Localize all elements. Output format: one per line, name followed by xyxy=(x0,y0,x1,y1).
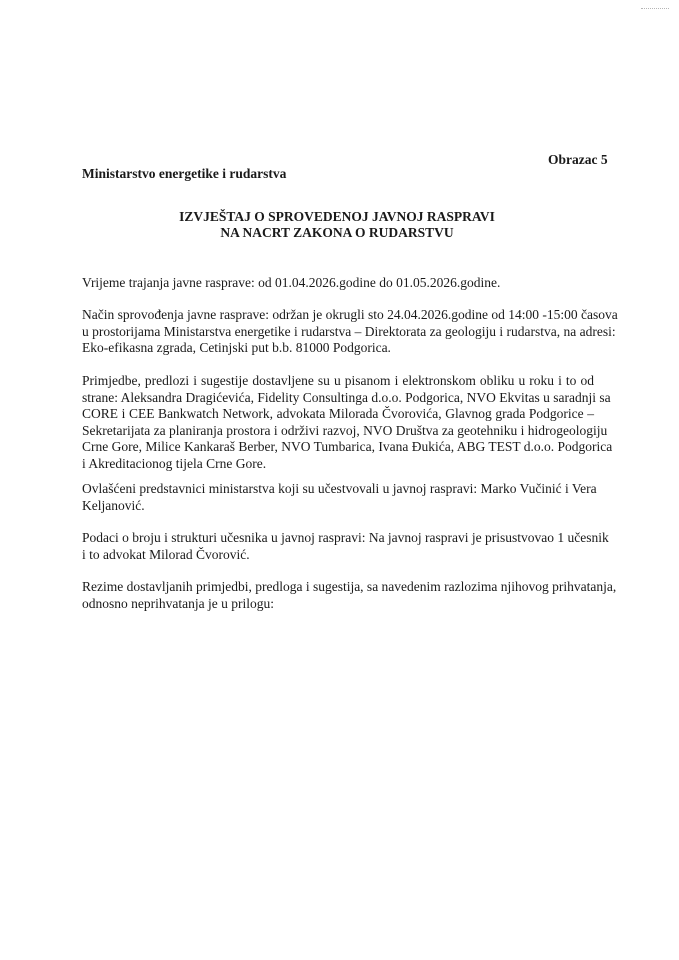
paragraph-line: Vrijeme trajanja javne rasprave: od 01.04.2026.godine do 01.05.2026.godine. xyxy=(82,275,501,290)
ministry-name: Ministarstvo energetike i rudarstva xyxy=(82,166,287,181)
paragraph-line: u prostorijama Ministarstva energetike i rudarstva – Direktorata za geologiju i rudarstva, na adresi: xyxy=(82,323,616,339)
paragraph-line: Podaci o broju i strukturi učesnika u javnoj raspravi: Na javnoj raspravi je prisustvovao 1 učesnik xyxy=(82,530,609,545)
paragraph-line: Primjedbe, predlozi i sugestije dostavljene su u pisanom i elektronskom obliku u roku i to od xyxy=(82,373,594,388)
title-line: IZVJEŠTAJ O SPROVEDENOJ JAVNOJ RASPRAVI xyxy=(179,209,495,224)
paragraph-line: Način sprovođenja javne rasprave: održan je okrugli sto 24.04.2026.godine od 14:00 -15:00 časova xyxy=(82,307,618,322)
paragraph-line: odnosno neprihvatanja je u prilogu: xyxy=(82,595,274,611)
paragraph-line: CORE i CEE Bankwatch Network, advokata Milorada Čvorovića, Glavnog grada Podgorice – xyxy=(82,406,594,422)
paragraph-line: Ovlašćeni predstavnici ministarstva koji su učestvovali u javnoj raspravi: Marko Vučinić i Vera xyxy=(82,481,597,496)
scan-mark xyxy=(641,8,669,11)
paragraph-line: strane: Aleksandra Dragićevića, Fidelity Consultinga d.o.o. Podgorica, NVO Ekvitas u saradnji sa xyxy=(82,389,611,405)
paragraph-line: Crne Gore, Milice Kankaraš Berber, NVO Tumbarica, Ivana Đukića, ABG TEST d.o.o. Podgorica xyxy=(82,439,613,455)
paragraph-submissions xyxy=(82,373,613,473)
title-line: NA NACRT ZAKONA O RUDARSTVU xyxy=(220,225,454,240)
paragraph-line: Eko-efikasna zgrada, Cetinjski put b.b. 81000 Podgorica. xyxy=(82,340,391,356)
paragraph-line: Keljanović. xyxy=(82,497,145,513)
paragraph-participants xyxy=(82,530,609,563)
form-number: Obrazac 5 xyxy=(548,152,608,167)
paragraph-line: Sekretarijata za planiranja prostora i održivi razvoj, NVO Društva za geotehniku i hidrogeologiju xyxy=(82,422,608,438)
paragraph-summary xyxy=(82,579,617,612)
paragraph-representatives xyxy=(82,481,597,514)
paragraph-line: Rezime dostavljanih primjedbi, predloga i sugestija, sa navedenim razlozima njihovog prihvatanja, xyxy=(82,579,617,594)
paragraph-line: i to advokat Milorad Čvorović. xyxy=(82,546,250,562)
document-title xyxy=(82,209,592,241)
paragraph-method xyxy=(82,307,618,357)
paragraph-line: i Akreditacionog tijela Crne Gore. xyxy=(82,455,267,471)
paragraph-duration xyxy=(82,275,594,292)
